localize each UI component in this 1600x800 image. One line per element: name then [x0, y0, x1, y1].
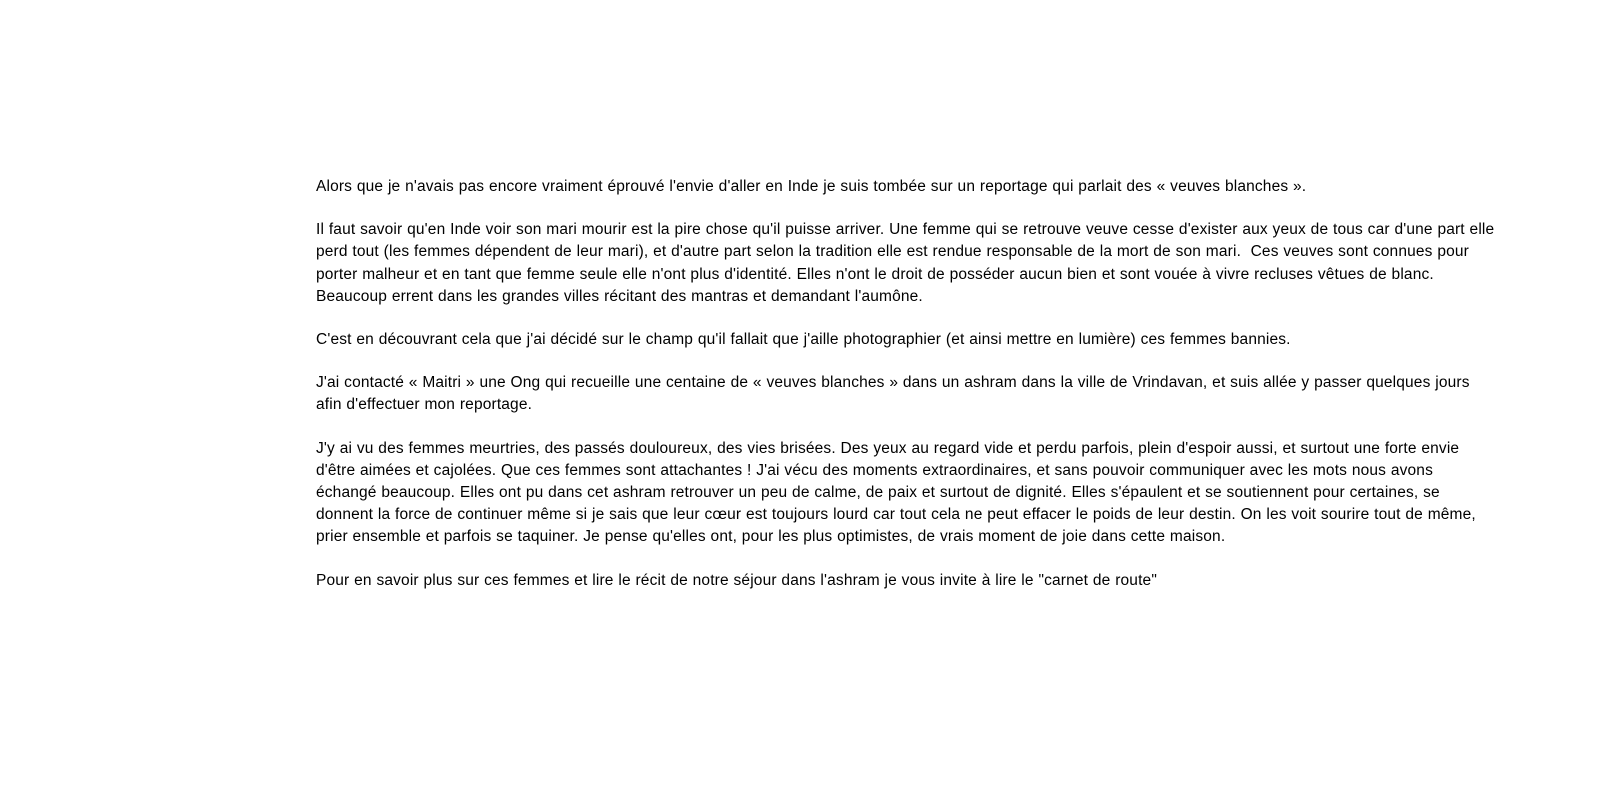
paragraph-experience: J'y ai vu des femmes meurtries, des passés douloureux, des vies brisées. Des yeux au regard vide et perdu parfois, plein d'espoir aussi, et surtout une forte envie d'être aimées et cajolées. Que ces femmes sont attachantes ! J'ai vécu des moments extraordinaires, et sans pouvoir communiquer avec les mots nous avons échangé beaucoup. Elles ont pu dans cet ashram retrouver un peu de calme, de paix et surtout de dignité. Elles s'épaulent et se soutiennent pour certaines, se donnent la force de continuer même si je sais que leur cœur est toujours lourd car tout cela ne peut effacer le poids de leur destin. On les voit sourire tout de même, prier ensemble et parfois se taquiner. Je pense qu'elles ont, pour les plus optimistes, de vrais moment de joie dans cette maison. [316, 439, 1481, 546]
article-text-block [316, 176, 1500, 592]
paragraph-maitri: J'ai contacté « Maitri » une Ong qui recueille une centaine de « veuves blanches » dans un ashram dans la ville de Vrindavan, et suis allée y passer quelques jours afin d'effectuer mon reportage. [316, 374, 1475, 414]
paragraph-decision: C'est en découvrant cela que j'ai décidé sur le champ qu'il fallait que j'aille photographier (et ainsi mettre en lumière) ces femmes bannies. [316, 331, 1291, 349]
paragraph-context: Il faut savoir qu'en Inde voir son mari mourir est la pire chose qu'il puisse arriver. Une femme qui se retrouve veuve cesse d'exister aux yeux de tous car d'une part elle perd tout (les femmes dépendent de leur mari), et d'autre part selon la tradition elle est rendue responsable de la mort de son mari. Ces veuves sont connues pour porter malheur et en tant que femme seule elle n'ont plus d'identité. Elles n'ont le droit de posséder aucun bien et sont vouée à vivre recluses vêtues de blanc. Beaucoup errent dans les grandes villes récitant des mantras et demandant l'aumône. [316, 221, 1500, 305]
paragraph-intro: Alors que je n'avais pas encore vraiment éprouvé l'envie d'aller en Inde je suis tombée sur un reportage qui parlait des « veuves blanches ». [316, 178, 1307, 195]
paragraph-more-info: Pour en savoir plus sur ces femmes et lire le récit de notre séjour dans l'ashram je vous invite à lire le "carnet de route" [316, 571, 1157, 589]
